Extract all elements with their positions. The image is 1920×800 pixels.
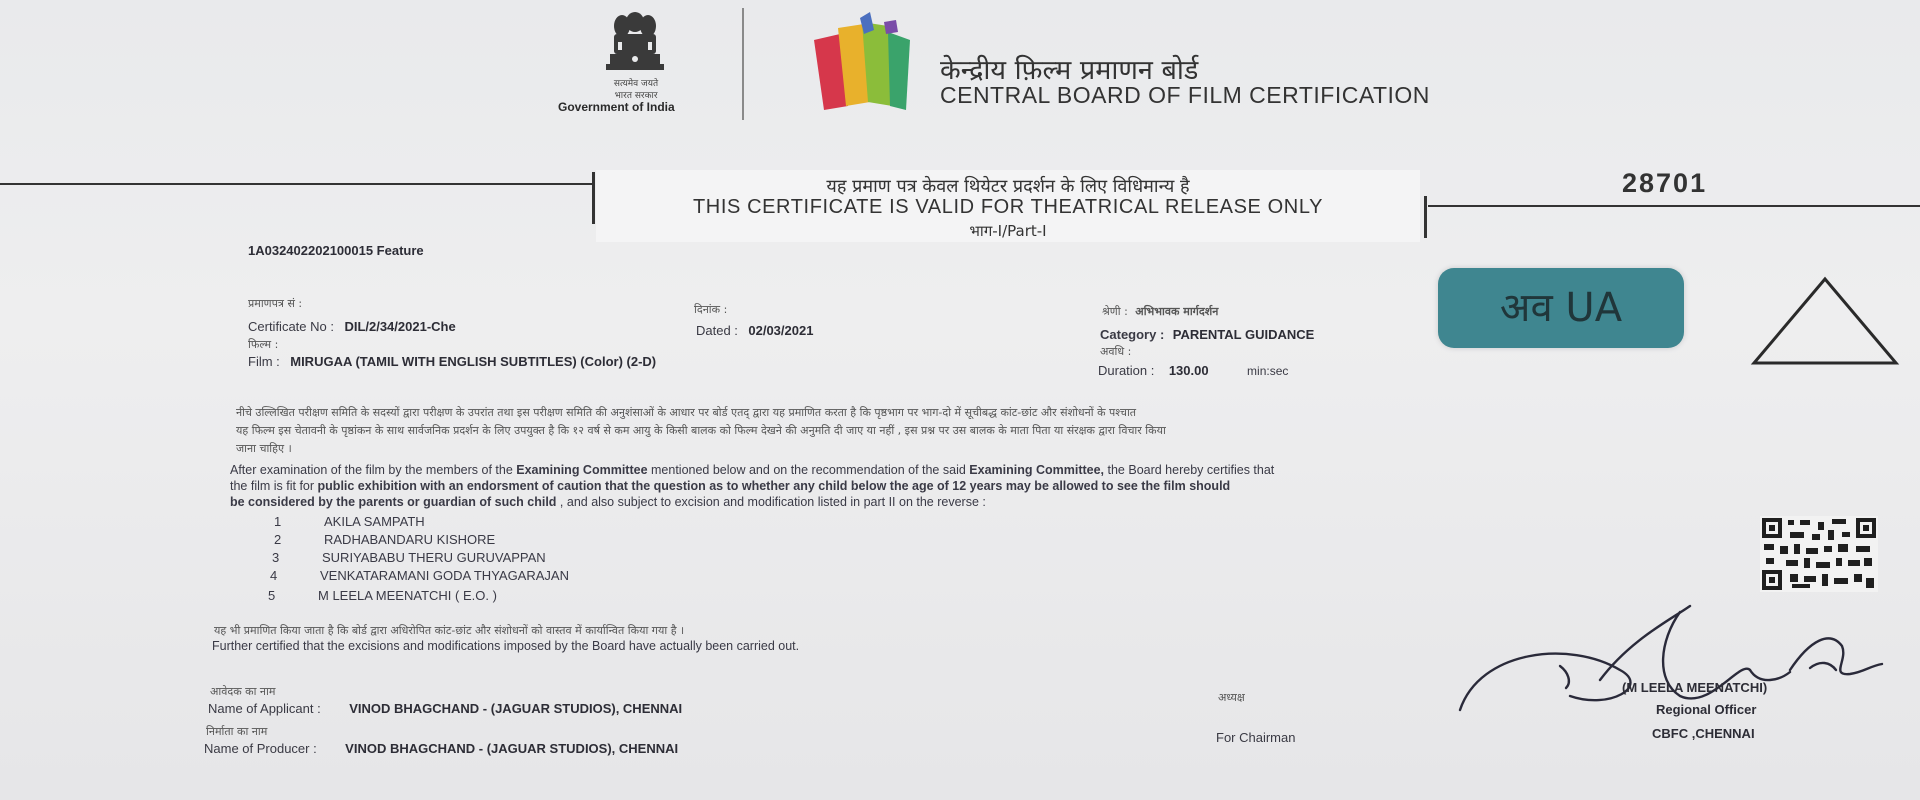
goi-name-hindi: भारत सरकार	[614, 91, 658, 101]
date-row	[696, 322, 813, 340]
national-emblem-icon	[590, 6, 680, 76]
committee-member	[274, 514, 425, 529]
member-name: SURIYABABU THERU GURUVAPPAN	[322, 550, 546, 565]
member-name: VENKATARAMANI GODA THYAGARAJAN	[320, 568, 569, 583]
rule-line-left	[0, 183, 594, 185]
validity-english: THIS CERTIFICATE IS VALID FOR THEATRICAL RELEASE ONLY	[692, 196, 1324, 218]
goi-motto-hindi: सत्यमेव जयते	[613, 79, 659, 89]
officer-office: CBFC ,CHENNAI	[1652, 726, 1755, 741]
goi-name-english: Government of India	[558, 100, 675, 114]
member-number: 1	[274, 514, 282, 529]
cbfc-name-hindi: केन्द्रीय फ़िल्म प्रमाणन बोर्ड	[940, 55, 1199, 86]
category-row-hindi	[1102, 304, 1218, 319]
validity-part: भाग-I/Part-I	[969, 222, 1047, 240]
band-bar-left	[592, 172, 595, 224]
committee-member	[268, 588, 497, 603]
officer-name: (M LEELA MEENATCHI)	[1622, 680, 1768, 695]
statement-english-line-2	[230, 478, 1870, 494]
applicant-label-hindi: आवेदक का नाम	[210, 685, 276, 698]
band-bar-right	[1424, 196, 1427, 238]
cert-no-label: Certificate No :	[248, 319, 334, 334]
date-value: 02/03/2021	[748, 323, 814, 338]
duration-row	[1098, 362, 1288, 380]
member-name: M LEELA MEENATCHI ( E.O. )	[318, 588, 497, 603]
applicant-row	[208, 700, 682, 718]
statement-text: After examination of the film by the members of the	[230, 463, 517, 477]
applicant-value: VINOD BHAGCHAND - (JAGUAR STUDIOS), CHENNAI	[349, 701, 683, 716]
statement-hindi-line-2: यह फिल्म इस चेतावनी के पृष्ठांकन के साथ सार्वजनिक प्रदर्शन के लिए उपयुक्त है कि १२ वर्ष से कम आयु के किसी बालक को फिल्म देखने की अनुमति दी जाए या नहीं , इस प्रश्न पर उस बालक के माता पिता या संरक्षक द्वारा विचार किया	[236, 424, 1166, 437]
ua-rating-badge: अव UA	[1438, 268, 1684, 348]
member-number: 5	[268, 588, 276, 603]
chairman-label-hindi: अध्यक्ष	[1218, 691, 1245, 704]
for-chairman-label: For Chairman	[1216, 730, 1296, 745]
cbfc-film-strip-logo-icon	[800, 10, 930, 122]
statement-hindi-line-1: नीचे उल्लिखित परीक्षण समिति के सदस्यों द्वारा परीक्षण के उपरांत तथा इस परीक्षण समिति की अनुशंसाओं के आधार पर बोर्ड एतद् द्वारा यह प्रमाणित करता है कि पृष्ठभाग पर भाग-दो में सूचीबद्ध कांट-छांट और संशोधनों के पश्चात	[236, 406, 1137, 419]
duration-label: Duration :	[1098, 363, 1155, 378]
statement-text: the film is fit for	[230, 479, 318, 493]
cbfc-name-english: CENTRAL BOARD OF FILM CERTIFICATION	[940, 82, 1430, 108]
member-number: 2	[274, 532, 282, 547]
validity-hindi: यह प्रमाण पत्र केवल थियेटर प्रदर्शन के लिए विधिमान्य है	[826, 176, 1190, 197]
film-row	[248, 353, 656, 371]
qr-code-icon	[1760, 516, 1878, 592]
duration-value: 130.00	[1168, 363, 1209, 378]
film-label-hindi: फिल्म :	[248, 338, 279, 351]
reference-code: 1A032402202100015 Feature	[248, 243, 424, 258]
category-row	[1100, 326, 1314, 344]
producer-label: Name of Producer :	[204, 741, 317, 756]
category-value-hindi: अभिभावक मार्गदर्शन	[1135, 305, 1219, 318]
statement-text: mentioned below and on the recommendation of the said	[647, 463, 970, 477]
date-label: Dated :	[696, 323, 738, 338]
officer-title: Regional Officer	[1656, 702, 1757, 717]
cert-no-row	[248, 318, 456, 336]
member-name: AKILA SAMPATH	[324, 514, 425, 529]
date-label-hindi: दिनांक :	[694, 303, 728, 316]
member-name: RADHABANDARU KISHORE	[324, 532, 496, 547]
statement-hindi-line-3: जाना चाहिए ।	[236, 442, 292, 455]
committee-member	[274, 532, 495, 547]
category-value: PARENTAL GUIDANCE	[1172, 327, 1315, 342]
triangle-icon	[1750, 275, 1900, 367]
committee-member	[272, 550, 546, 565]
film-value: MIRUGAA (TAMIL WITH ENGLISH SUBTITLES) (Color) (2-D)	[290, 354, 657, 369]
rule-line-right	[1428, 205, 1920, 207]
statement-english-line-3	[230, 494, 1870, 510]
committee-member	[270, 568, 569, 583]
cert-no-label-hindi: प्रमाणपत्र सं :	[248, 297, 303, 310]
member-number: 4	[270, 568, 278, 583]
cert-no-value: DIL/2/34/2021-Che	[344, 319, 456, 334]
statement-bold: Examining Committee,	[969, 463, 1105, 477]
producer-row	[204, 740, 678, 758]
header-divider	[742, 8, 744, 120]
statement-bold: public exhibition with an endorsment of caution that the question as to whether any child below the age of 12 years may be allowed to see the film should	[317, 479, 1231, 493]
film-label: Film :	[248, 354, 280, 369]
duration-unit: min:sec	[1247, 364, 1289, 378]
statement-bold: Examining Committee	[516, 463, 648, 477]
member-number: 3	[272, 550, 280, 565]
producer-value: VINOD BHAGCHAND - (JAGUAR STUDIOS), CHENNAI	[345, 741, 679, 756]
statement-text: , and also subject to excision and modification listed in part II on the reverse :	[556, 495, 986, 509]
statement-text: the Board hereby certifies that	[1104, 463, 1275, 477]
statement-english-line-1	[230, 462, 1870, 478]
category-label-hindi: श्रेणी :	[1102, 305, 1128, 318]
further-certified-english: Further certified that the excisions and modifications imposed by the Board have actually been carried out.	[212, 639, 800, 653]
applicant-label: Name of Applicant :	[208, 701, 321, 716]
producer-label-hindi: निर्माता का नाम	[206, 725, 268, 738]
duration-label-hindi: अवधि :	[1100, 345, 1132, 358]
statement-bold: be considered by the parents or guardian of such child	[230, 495, 557, 509]
category-label: Category :	[1100, 327, 1165, 342]
certificate-serial-number: 28701	[1622, 168, 1708, 198]
further-certified-hindi: यह भी प्रमाणित किया जाता है कि बोर्ड द्वारा अधिरोपित कांट-छांट और संशोधनों को वास्तव में कार्यान्वित किया गया है ।	[214, 624, 685, 637]
